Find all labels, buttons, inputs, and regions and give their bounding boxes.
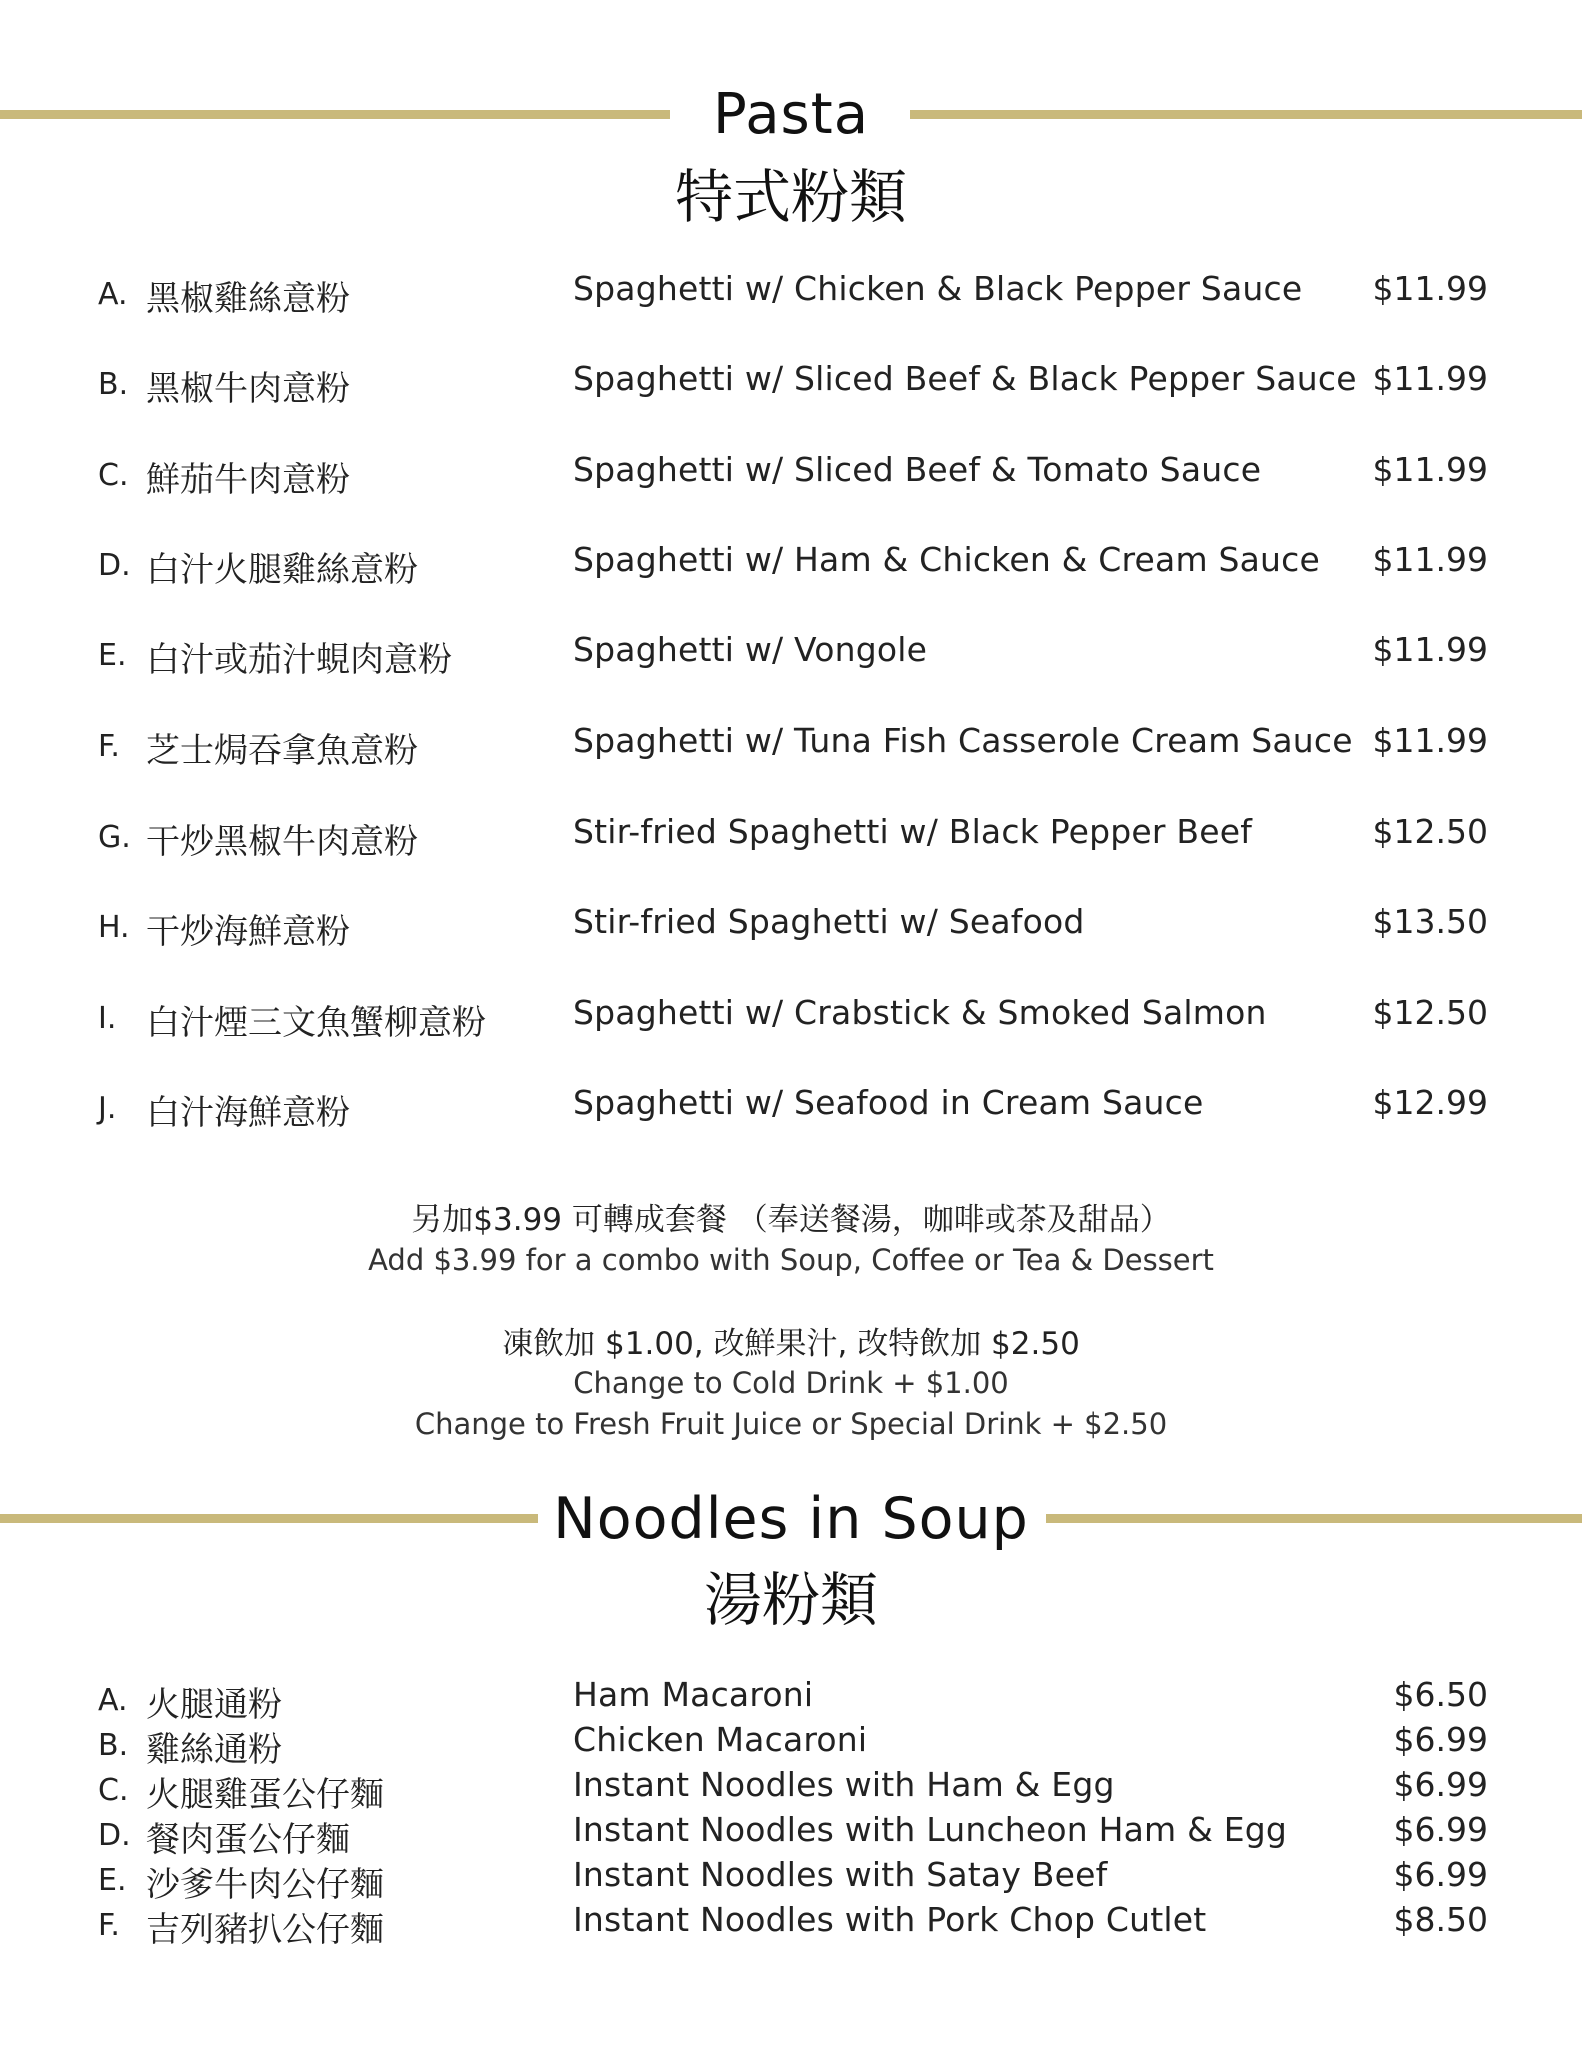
item-letter: A.: [98, 1683, 128, 1718]
item-price: $11.99: [1372, 450, 1488, 489]
item-price: $13.50: [1372, 902, 1488, 941]
menu-item: [0, 536, 1582, 590]
drink-note-zh: 凍飲加 $1.00, 改鮮果汁, 改特飲加 $2.50: [502, 1326, 1080, 1362]
item-name-en: Instant Noodles with Pork Chop Cutlet: [573, 1900, 1207, 1939]
item-name-zh: 雞絲通粉: [146, 1730, 282, 1770]
item-letter: E.: [98, 1863, 127, 1898]
item-name-en: Spaghetti w/ Ham & Chicken & Cream Sauce: [573, 540, 1321, 579]
menu-item: [0, 355, 1582, 409]
item-letter: H.: [98, 910, 130, 945]
item-name-zh: 干炒黑椒牛肉意粉: [146, 822, 418, 862]
item-price: $6.99: [1393, 1765, 1488, 1804]
menu-item: [0, 989, 1582, 1043]
item-name-zh: 黑椒牛肉意粉: [146, 369, 350, 409]
item-name-zh: 白汁或茄汁蜆肉意粉: [146, 640, 452, 680]
item-price: $11.99: [1372, 630, 1488, 669]
menu-item: [0, 1853, 1582, 1905]
item-letter: G.: [98, 820, 131, 855]
item-letter: C.: [98, 458, 129, 493]
combo-note-en: Add $3.99 for a combo with Soup, Coffee or Tea & Dessert: [368, 1243, 1214, 1277]
drink-note-en-juice: Change to Fresh Fruit Juice or Special Drink + $2.50: [414, 1407, 1168, 1441]
combo-note-zh: 另加$3.99 可轉成套餐 （奉送餐湯，咖啡或茶及甜品）: [411, 1202, 1171, 1238]
menu-item: [0, 1079, 1582, 1133]
item-price: $12.50: [1372, 812, 1488, 851]
menu-item: [0, 717, 1582, 771]
item-price: $6.50: [1393, 1675, 1488, 1714]
item-name-zh: 芝士焗吞拿魚意粉: [146, 731, 418, 771]
menu-item: [0, 808, 1582, 862]
menu-item: [0, 898, 1582, 952]
menu-item: [0, 1808, 1582, 1860]
menu-item: [0, 626, 1582, 680]
item-name-en: Stir-fried Spaghetti w/ Seafood: [573, 902, 1085, 941]
item-letter: B.: [98, 1728, 129, 1763]
menu-item: [0, 1673, 1582, 1725]
pasta-title-zh: 特式粉類: [674, 163, 907, 231]
item-name-en: Spaghetti w/ Sliced Beef & Tomato Sauce: [573, 450, 1262, 489]
item-name-en: Spaghetti w/ Crabstick & Smoked Salmon: [573, 993, 1267, 1032]
item-name-en: Spaghetti w/ Tuna Fish Casserole Cream Sauce: [573, 721, 1353, 760]
menu-item: [0, 1763, 1582, 1815]
item-name-en: Instant Noodles with Luncheon Ham & Egg: [573, 1810, 1288, 1849]
item-price: $6.99: [1393, 1855, 1488, 1894]
item-name-zh: 鮮茄牛肉意粉: [146, 460, 350, 500]
item-name-en: Spaghetti w/ Sliced Beef & Black Pepper Sauce: [573, 359, 1357, 398]
item-name-zh: 白汁火腿雞絲意粉: [146, 550, 418, 590]
item-name-en: Instant Noodles with Ham & Egg: [573, 1765, 1115, 1804]
item-price: $12.99: [1372, 1083, 1488, 1122]
menu-item: [0, 265, 1582, 319]
item-letter: D.: [98, 1818, 131, 1853]
item-letter: I.: [98, 1001, 117, 1036]
drink-note-en-cold: Change to Cold Drink + $1.00: [573, 1366, 1009, 1400]
item-name-zh: 吉列豬扒公仔麵: [146, 1910, 384, 1950]
item-price: $6.99: [1393, 1810, 1488, 1849]
soup-title-en: Noodles in Soup: [553, 1486, 1029, 1552]
item-name-en: Spaghetti w/ Seafood in Cream Sauce: [573, 1083, 1204, 1122]
pasta-title-en: Pasta: [712, 82, 870, 147]
item-price: $11.99: [1372, 540, 1488, 579]
item-name-zh: 火腿通粉: [146, 1685, 282, 1725]
item-price: $11.99: [1372, 269, 1488, 308]
item-name-zh: 火腿雞蛋公仔麵: [146, 1775, 384, 1815]
item-letter: F.: [98, 1908, 120, 1943]
item-name-en: Spaghetti w/ Chicken & Black Pepper Sauce: [573, 269, 1303, 308]
item-price: $6.99: [1393, 1720, 1488, 1759]
item-name-en: Spaghetti w/ Vongole: [573, 630, 928, 669]
item-name-zh: 黑椒雞絲意粉: [146, 279, 350, 319]
item-name-zh: 白汁煙三文魚蟹柳意粉: [146, 1003, 486, 1043]
item-price: $12.50: [1372, 993, 1488, 1032]
item-price: $8.50: [1393, 1900, 1488, 1939]
item-letter: C.: [98, 1773, 129, 1808]
soup-title-zh: 湯粉類: [703, 1566, 878, 1634]
item-name-zh: 干炒海鮮意粉: [146, 912, 350, 952]
item-letter: D.: [98, 548, 131, 583]
item-letter: J.: [98, 1091, 117, 1126]
item-letter: E.: [98, 638, 127, 673]
item-price: $11.99: [1372, 721, 1488, 760]
item-name-en: Ham Macaroni: [573, 1675, 814, 1714]
menu-item: [0, 446, 1582, 500]
item-name-en: Instant Noodles with Satay Beef: [573, 1855, 1108, 1894]
item-name-zh: 白汁海鮮意粉: [146, 1093, 350, 1133]
item-name-en: Stir-fried Spaghetti w/ Black Pepper Beef: [573, 812, 1253, 851]
item-name-en: Chicken Macaroni: [573, 1720, 868, 1759]
menu-item: [0, 1898, 1582, 1950]
item-name-zh: 餐肉蛋公仔麵: [146, 1820, 350, 1860]
item-letter: A.: [98, 277, 128, 312]
item-price: $11.99: [1372, 359, 1488, 398]
menu-item: [0, 1718, 1582, 1770]
item-letter: B.: [98, 367, 129, 402]
item-letter: F.: [98, 729, 120, 764]
item-name-zh: 沙爹牛肉公仔麵: [146, 1865, 384, 1905]
